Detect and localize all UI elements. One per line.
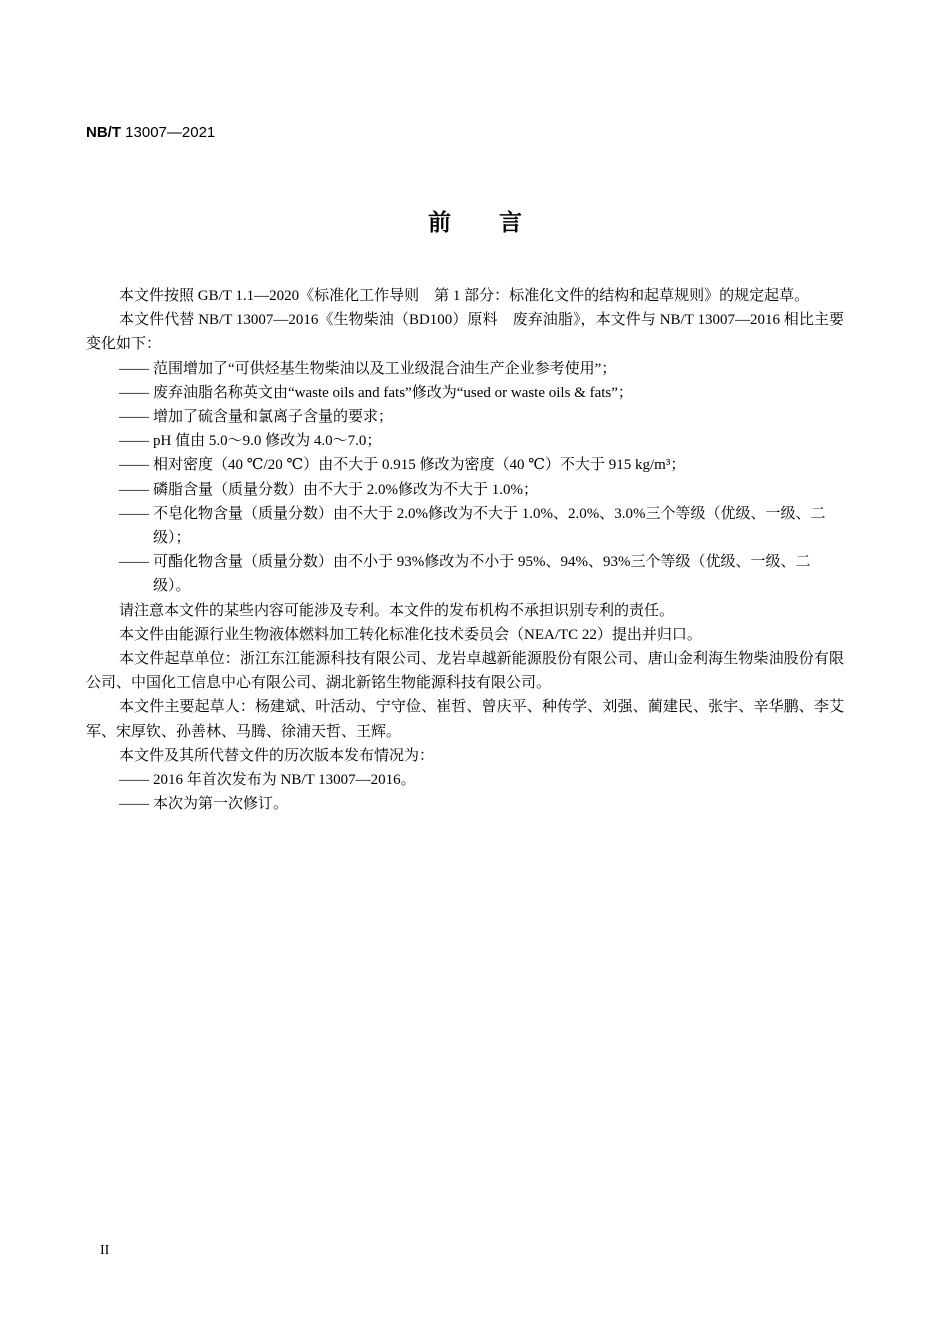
dash-marker: —— bbox=[119, 796, 149, 813]
dash-marker: —— bbox=[119, 384, 149, 401]
dash-marker: —— bbox=[119, 433, 149, 450]
list-item bbox=[86, 792, 844, 816]
list-item bbox=[86, 357, 844, 381]
change-text: pH 值由 5.0～9.0 修改为 4.0～7.0； bbox=[153, 433, 382, 450]
title-char-2: 言 bbox=[499, 209, 522, 236]
dash-marker: —— bbox=[119, 481, 149, 498]
page-title bbox=[0, 204, 950, 237]
dash-marker: —— bbox=[119, 457, 149, 474]
paragraph-drafting-units: 本文件起草单位：浙江东江能源科技有限公司、龙岩卓越新能源股份有限公司、唐山金利海生物柴油股份有限公司、中国化工信息中心有限公司、湖北新铭生物能源科技有限公司。 bbox=[86, 651, 844, 692]
change-text: 可酯化物含量（质量分数）由不小于 93%修改为不小于 95%、94%、93%三个等级（优级、一级、二级）。 bbox=[153, 554, 811, 595]
list-item bbox=[86, 381, 844, 405]
change-text: 增加了硫含量和氯离子含量的要求； bbox=[153, 409, 394, 426]
paragraph-replacement: 本文件代替 NB/T 13007—2016《生物柴油（BD100）原料 废弃油脂》，本文件与 NB/T 13007—2016 相比主要变化如下： bbox=[86, 312, 844, 353]
standard-code bbox=[86, 124, 215, 141]
list-item bbox=[86, 550, 844, 598]
list-item bbox=[86, 453, 844, 477]
change-text: 废弃油脂名称英文由“waste oils and fats”修改为“used or waste oils & fats”； bbox=[153, 384, 633, 401]
standard-code-number: 13007—2021 bbox=[121, 124, 216, 141]
history-text: 本次为第一次修订。 bbox=[153, 796, 289, 813]
list-item bbox=[86, 768, 844, 792]
history-text: 2016 年首次发布为 NB/T 13007—2016。 bbox=[153, 772, 416, 789]
title-char-1: 前 bbox=[428, 209, 451, 236]
paragraph-drafting-rules: 本文件按照 GB/T 1.1—2020《标准化工作导则 第 1 部分：标准化文件的结构和起草规则》的规定起草。 bbox=[119, 288, 810, 304]
list-item bbox=[86, 478, 844, 502]
standard-code-prefix: NB/T bbox=[86, 124, 121, 141]
dash-marker: —— bbox=[119, 772, 149, 789]
change-text: 范围增加了“可供烃基生物柴油以及工业级混合油生产企业参考使用”； bbox=[153, 360, 617, 377]
dash-marker: —— bbox=[119, 505, 149, 522]
change-text: 不皂化物含量（质量分数）由不大于 2.0%修改为不大于 1.0%、2.0%、3.0%三个等级（优级、一级、二级）； bbox=[153, 505, 826, 547]
paragraph-proposer: 本文件由能源行业生物液体燃料加工转化标准化技术委员会（NEA/TC 22）提出并归口。 bbox=[119, 626, 702, 643]
dash-marker: —— bbox=[119, 554, 149, 571]
dash-marker: —— bbox=[119, 360, 149, 377]
paragraph-patent-notice: 请注意本文件的某些内容可能涉及专利。本文件的发布机构不承担识别专利的责任。 bbox=[119, 602, 675, 619]
change-text: 相对密度（40 ℃/20 ℃）由不大于 0.915 修改为密度（40 ℃）不大于 915 kg/m³； bbox=[153, 457, 686, 474]
page-number: II bbox=[100, 1243, 110, 1258]
paragraph-history: 本文件及其所代替文件的历次版本发布情况为： bbox=[119, 747, 435, 764]
change-text: 磷脂含量（质量分数）由不大于 2.0%修改为不大于 1.0%； bbox=[153, 481, 538, 498]
foreword-body bbox=[86, 284, 844, 816]
list-item bbox=[86, 502, 844, 550]
list-item bbox=[86, 405, 844, 429]
dash-marker: —— bbox=[119, 409, 149, 426]
paragraph-drafters: 本文件主要起草人：杨建斌、叶活动、宁守俭、崔哲、曾庆平、种传学、刘强、蔺建民、张宇、辛华鹏、李艾军、宋厚钦、孙善林、马腾、徐浦天哲、王辉。 bbox=[86, 699, 844, 740]
list-item bbox=[86, 429, 844, 453]
